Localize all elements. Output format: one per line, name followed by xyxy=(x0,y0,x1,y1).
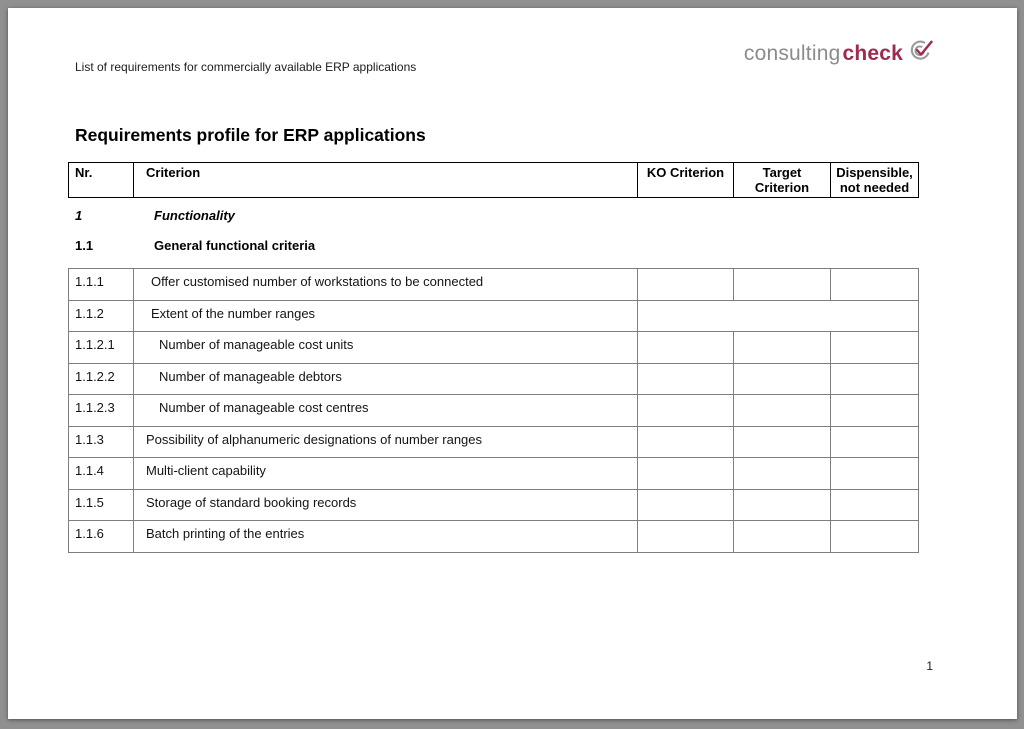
target-criterion-cell xyxy=(734,489,831,521)
table-header-row xyxy=(69,163,919,198)
consultingcheck-logo xyxy=(744,42,933,66)
row-number-cell: 1.1.6 xyxy=(69,521,134,553)
table-row xyxy=(69,332,919,364)
dispensible-cell xyxy=(831,426,919,458)
dispensible-cell xyxy=(831,269,919,301)
page-number: 1 xyxy=(926,659,933,673)
requirements-table xyxy=(68,268,919,553)
table-row xyxy=(69,269,919,301)
target-criterion-cell xyxy=(734,269,831,301)
ko-criterion-cell xyxy=(638,363,734,395)
criterion-cell: Number of manageable cost centres xyxy=(134,395,638,427)
logo-text-consulting: consulting xyxy=(743,42,841,65)
criterion-cell: Offer customised number of workstations to be connected xyxy=(134,269,638,301)
criterion-cell: Storage of standard booking records xyxy=(134,489,638,521)
row-number-cell: 1.1.5 xyxy=(69,489,134,521)
dispensible-cell xyxy=(831,489,919,521)
row-number-cell: 1.1.3 xyxy=(69,426,134,458)
merged-empty-cell xyxy=(638,300,919,332)
target-criterion-cell xyxy=(734,426,831,458)
row-number-cell: 1.1.2 xyxy=(69,300,134,332)
table-row xyxy=(69,458,919,490)
row-number-cell: 1.1.4 xyxy=(69,458,134,490)
table-row xyxy=(69,363,919,395)
page-title: Requirements profile for ERP applications xyxy=(75,125,426,145)
table-row xyxy=(69,426,919,458)
ko-criterion-cell xyxy=(638,489,734,521)
col-header-criterion: Criterion xyxy=(134,163,638,198)
target-criterion-cell xyxy=(734,458,831,490)
col-header-ko: KO Criterion xyxy=(638,163,734,198)
col-header-nr: Nr. xyxy=(69,163,134,198)
target-criterion-cell xyxy=(734,332,831,364)
section-title: Functionality xyxy=(154,208,235,223)
criterion-cell: Batch printing of the entries xyxy=(134,521,638,553)
criterion-cell: Number of manageable debtors xyxy=(134,363,638,395)
section-title: General functional criteria xyxy=(154,238,316,253)
table-row xyxy=(69,521,919,553)
criterion-cell: Possibility of alphanumeric designations of number ranges xyxy=(134,426,638,458)
section-heading-general-functional-criteria xyxy=(75,239,315,253)
dispensible-cell xyxy=(831,332,919,364)
ko-criterion-cell xyxy=(638,458,734,490)
requirements-table-header xyxy=(68,162,919,198)
row-number-cell: 1.1.2.3 xyxy=(69,395,134,427)
table-row xyxy=(69,300,919,332)
criterion-cell: Number of manageable cost units xyxy=(134,332,638,364)
dispensible-cell xyxy=(831,458,919,490)
criterion-cell: Multi-client capability xyxy=(134,458,638,490)
section-number: 1 xyxy=(75,208,83,223)
row-number-cell: 1.1.1 xyxy=(69,269,134,301)
table-row xyxy=(69,489,919,521)
target-criterion-cell xyxy=(734,395,831,427)
dispensible-cell xyxy=(831,521,919,553)
ko-criterion-cell xyxy=(638,269,734,301)
target-criterion-cell xyxy=(734,363,831,395)
ko-criterion-cell xyxy=(638,426,734,458)
document-page xyxy=(8,8,1017,719)
section-heading-functionality xyxy=(75,209,235,223)
dispensible-cell xyxy=(831,395,919,427)
ko-criterion-cell xyxy=(638,332,734,364)
col-header-target: Target Criterion xyxy=(734,163,831,198)
col-header-dispensible: Dispensible, not needed xyxy=(831,163,919,198)
ko-criterion-cell xyxy=(638,521,734,553)
dispensible-cell xyxy=(831,363,919,395)
check-swoosh-icon xyxy=(905,45,933,63)
requirements-table-body xyxy=(69,269,919,553)
logo-text-check: check xyxy=(842,42,903,65)
table-row xyxy=(69,395,919,427)
section-number: 1.1 xyxy=(75,238,94,253)
row-number-cell: 1.1.2.1 xyxy=(69,332,134,364)
row-number-cell: 1.1.2.2 xyxy=(69,363,134,395)
ko-criterion-cell xyxy=(638,395,734,427)
criterion-cell: Extent of the number ranges xyxy=(134,300,638,332)
target-criterion-cell xyxy=(734,521,831,553)
running-header: List of requirements for commercially available ERP applications xyxy=(75,60,417,74)
